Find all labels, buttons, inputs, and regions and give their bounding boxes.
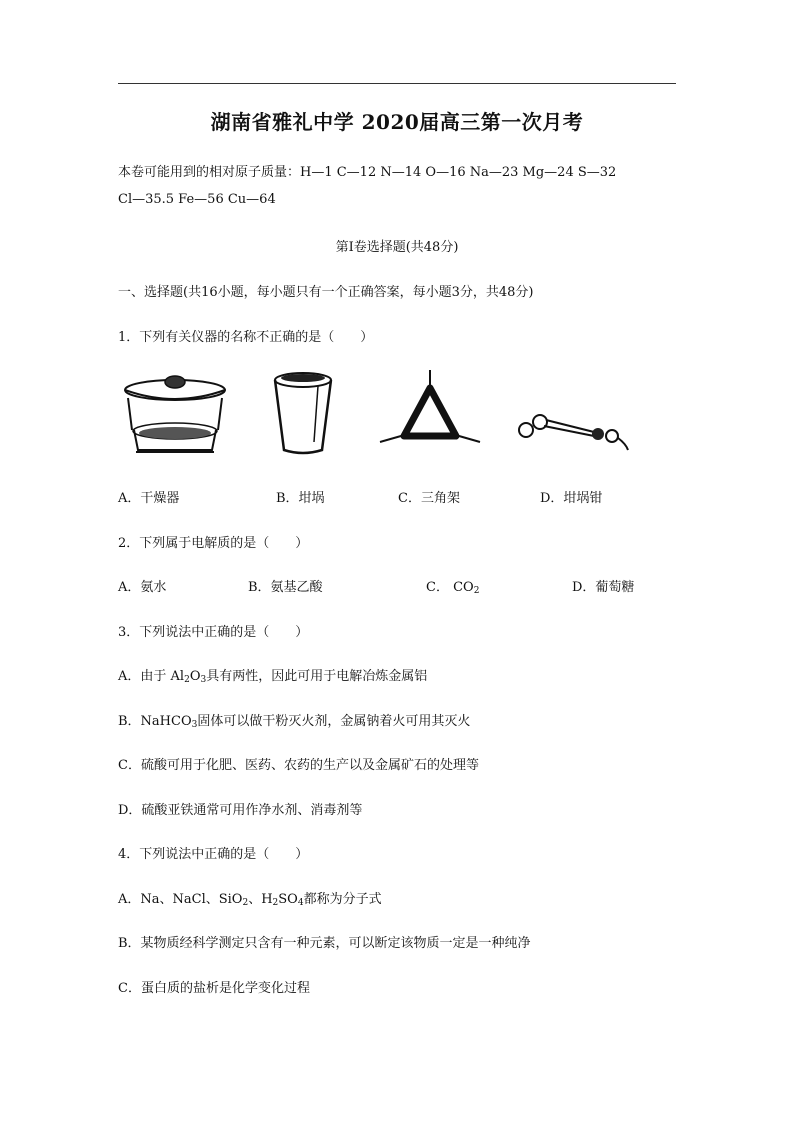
section-title: 第Ⅰ卷选择题(共48分)	[335, 240, 459, 255]
q2-option-d: D．葡萄糖	[572, 580, 635, 595]
q1-option-a: A．干燥器	[118, 491, 180, 506]
page-title: 湖南省雅礼中学 2020届高三第一次月考	[210, 110, 584, 134]
q1-stem: 1．下列有关仪器的名称不正确的是（ ）	[118, 330, 374, 345]
q1-option-c: C．三角架	[398, 491, 460, 506]
q3-option-a: A．由于 $Al_2O_3$具有两性，因此可用于电解冶炼金属铝	[118, 669, 428, 685]
q4-option-c: C．蛋白质的盐析是化学变化过程	[118, 981, 310, 996]
q2-option-c: C． $CO_2$	[426, 580, 480, 596]
crucible-icon	[270, 368, 336, 460]
q4-option-a: A．Na、NaCl、SiO$_2$、$H_2SO_4$都称为分子式	[118, 892, 382, 908]
atomic-masses-line1: 本卷可能用到的相对原子质量：H—1 C—12 N—14 O—16 Na—23 Mg—24 S—32	[118, 165, 617, 180]
q3-stem: 3．下列说法中正确的是（ ）	[118, 625, 309, 640]
q1-option-d: D．坩埚钳	[540, 491, 603, 506]
clay-triangle-icon	[378, 368, 482, 460]
q3-option-d: D．硫酸亚铁通常可用作净水剂、消毒剂等	[118, 803, 363, 818]
desiccator-icon	[120, 368, 230, 460]
part-instruction: 一、选择题(共16小题，每小题只有一个正确答案，每小题3分，共48分)	[118, 285, 534, 300]
atomic-masses-line2: Cl—35.5 Fe—56 Cu—64	[118, 192, 276, 207]
crucible-tongs-icon	[514, 368, 632, 460]
q2-option-b: B．氨基乙酸	[248, 580, 323, 595]
q2-option-a: A．氨水	[118, 580, 167, 595]
q3-option-b: B．NaHCO$_3$固体可以做干粉灭火剂，金属钠着火可用其灭火	[118, 714, 471, 730]
header-rule	[118, 83, 676, 84]
q2-stem: 2．下列属于电解质的是（ ）	[118, 536, 309, 551]
q4-stem: 4．下列说法中正确的是（ ）	[118, 847, 309, 862]
q3-option-c: C．硫酸可用于化肥、医药、农药的生产以及金属矿石的处理等	[118, 758, 479, 773]
q1-option-b: B．坩埚	[276, 491, 325, 506]
q4-option-b: B．某物质经科学测定只含有一种元素，可以断定该物质一定是一种纯净	[118, 936, 531, 951]
